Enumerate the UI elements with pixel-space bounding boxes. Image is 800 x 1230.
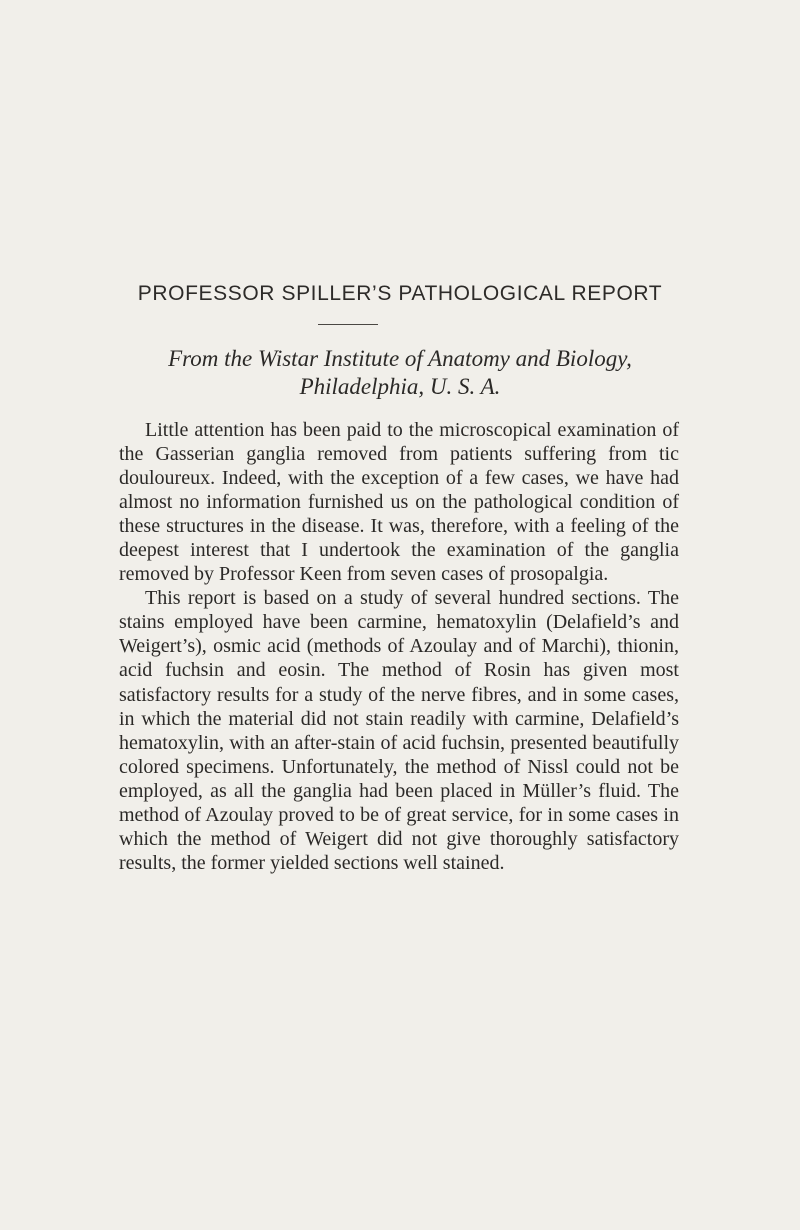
source-attribution: [150, 345, 650, 401]
source-line-2: Philadelphia, U. S. A.: [299, 374, 501, 399]
title-divider: [318, 324, 378, 325]
source-line-1: From the Wistar Institute of Anatomy and Biology,: [168, 346, 632, 371]
paragraph-1: Little attention has been paid to the microscopical examination of the Gasserian ganglia removed from patients suffering from tic douloureux. Indeed, with the exception of a few cases, we have had almost no information furnished us on the pathological condition of these structures in the disease. It was, therefore, with a feeling of the deepest interest that I undertook the examination of the ganglia removed by Professor Keen from seven cases of prosopalgia.: [119, 419, 679, 586]
paragraph-2: This report is based on a study of several hundred sections. The stains employed have been carmine, hematoxylin (Delafield’s and Weigert’s), osmic acid (methods of Azoulay and of Marchi), thionin, acid fuchsin and eosin. The method of Rosin has given most satisfactory results for a study of the nerve fibres, and in some cases, in which the material did not stain readily with carmine, Delafield’s hematoxylin, with an after-stain of acid fuchsin, presented beautifully colored specimens. Unfortunately, the method of Nissl could not be employed, as all the ganglia had been placed in Müller’s fluid. The method of Azoulay proved to be of great service, for in some cases in which the method of Weigert did not give thoroughly satisfactory results, the former yielded sections well stained.: [119, 587, 679, 874]
page-title: PROFESSOR SPILLER’S PATHOLOGICAL REPORT: [137, 282, 663, 305]
report-body: [119, 418, 679, 875]
